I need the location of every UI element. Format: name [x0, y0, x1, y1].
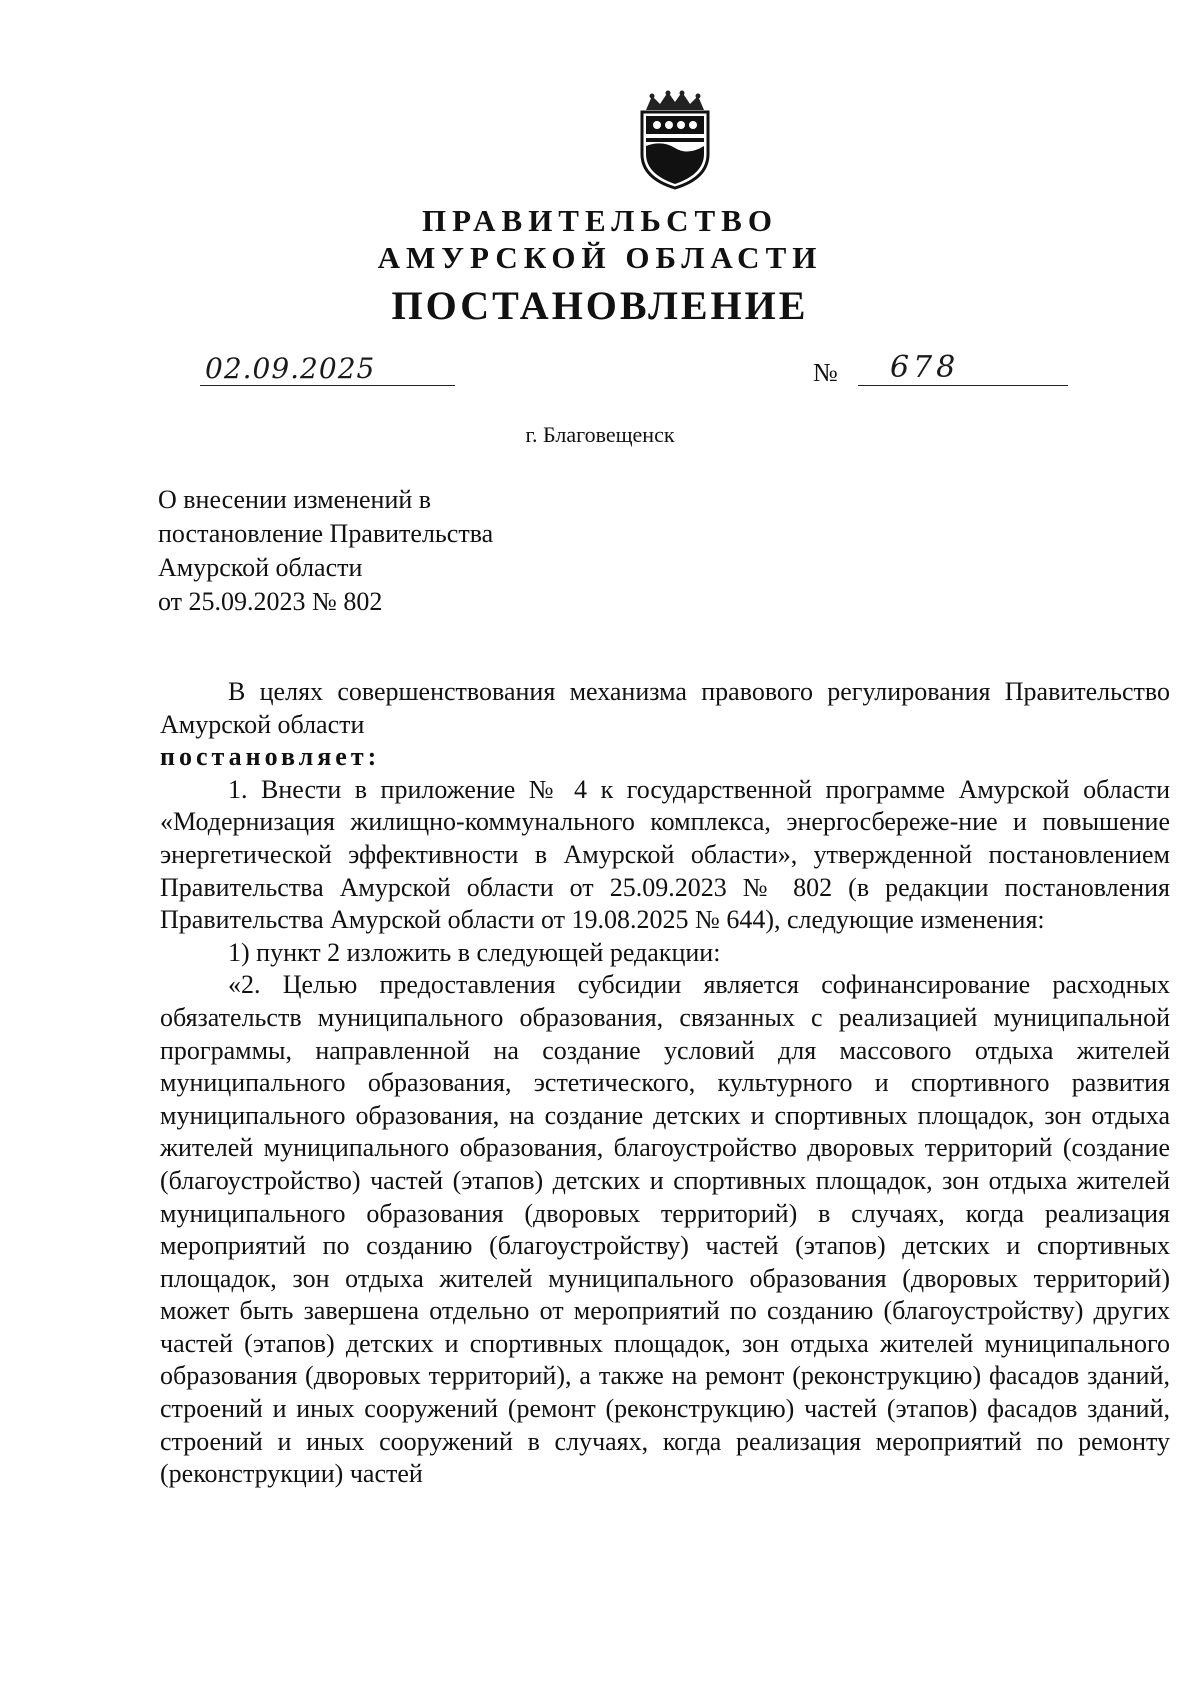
subject-line: постановление Правительства — [158, 519, 494, 548]
date-underline — [200, 383, 455, 386]
subject-line: О внесении изменений в — [158, 485, 432, 514]
document-date: 02.09.2025 — [205, 352, 376, 385]
government-name-line1: ПРАВИТЕЛЬСТВО — [422, 203, 778, 238]
preamble-paragraph: В целях совершенствования механизма правового регулирования Правительство Амурской области — [160, 677, 1170, 739]
quoted-paragraph: «2. Целью предоставления субсидии является софинансирование расходных обязательств муниципального образования, связанных с реализацией муниципальной программы, направленной на создание условий для массового отдыха жителей муниципального образования, эстетического, культурного и спортивного развития муниципального образования, на создание детских и спортивных площадок, зон отдыха жителей муниципального образования, благоустройство дворовых территорий (создание (благоустройство) частей (этапов) детских и спортивных площадок, зон отдыха жителей муниципального образования (дворовых территорий) в случаях, когда реализация мероприятий по созданию (благоустройству) частей (этапов) детских и спортивных площадок, зон отдыха жителей муниципального образования (дворовых территорий) может быть завершена отдельно от мероприятий по созданию (благоустройству) других частей (этапов) детских и спортивных площадок, зон отдыха жителей муниципального образования (дворовых территорий), а также на ремонт (реконструкцию) фасадов зданий, строений и иных сооружений (ремонт (реконструкцию) частей (этапов) фасадов зданий, строений и иных сооружений в случаях, когда реализация мероприятий по ремонту (реконструкции) частей — [160, 970, 1170, 1489]
subitem-paragraph: 1) пункт 2 изложить в следующей редакции: — [228, 937, 721, 967]
subject-line: Амурской области — [158, 553, 363, 582]
number-label: № — [813, 358, 838, 387]
document-subject — [158, 483, 658, 619]
city: г. Благовещенск — [525, 422, 675, 447]
subject-line: от 25.09.2023 № 802 — [158, 587, 383, 616]
document-number: 678 — [890, 350, 960, 385]
item-paragraph: 1. Внести в приложение № 4 к государственной программе Амурской области «Модернизация жилищно-коммунального комплекса, энергосбереже-ние и повышение энергетической эффективности в Амурской области», утвержденной постановлением Правительства Амурской области от 25.09.2023 № 802 (в редакции постановления Правительства Амурской области от 19.08.2025 № 644), следующие изменения: — [160, 774, 1170, 935]
number-underline — [858, 383, 1068, 386]
document-body — [160, 676, 1170, 1491]
resolves-word: постановляет: — [160, 742, 381, 772]
document-type: ПОСТАНОВЛЕНИЕ — [391, 283, 809, 328]
coat-of-arms-icon — [632, 90, 718, 190]
government-name-line2: АМУРСКОЙ ОБЛАСТИ — [377, 240, 823, 275]
